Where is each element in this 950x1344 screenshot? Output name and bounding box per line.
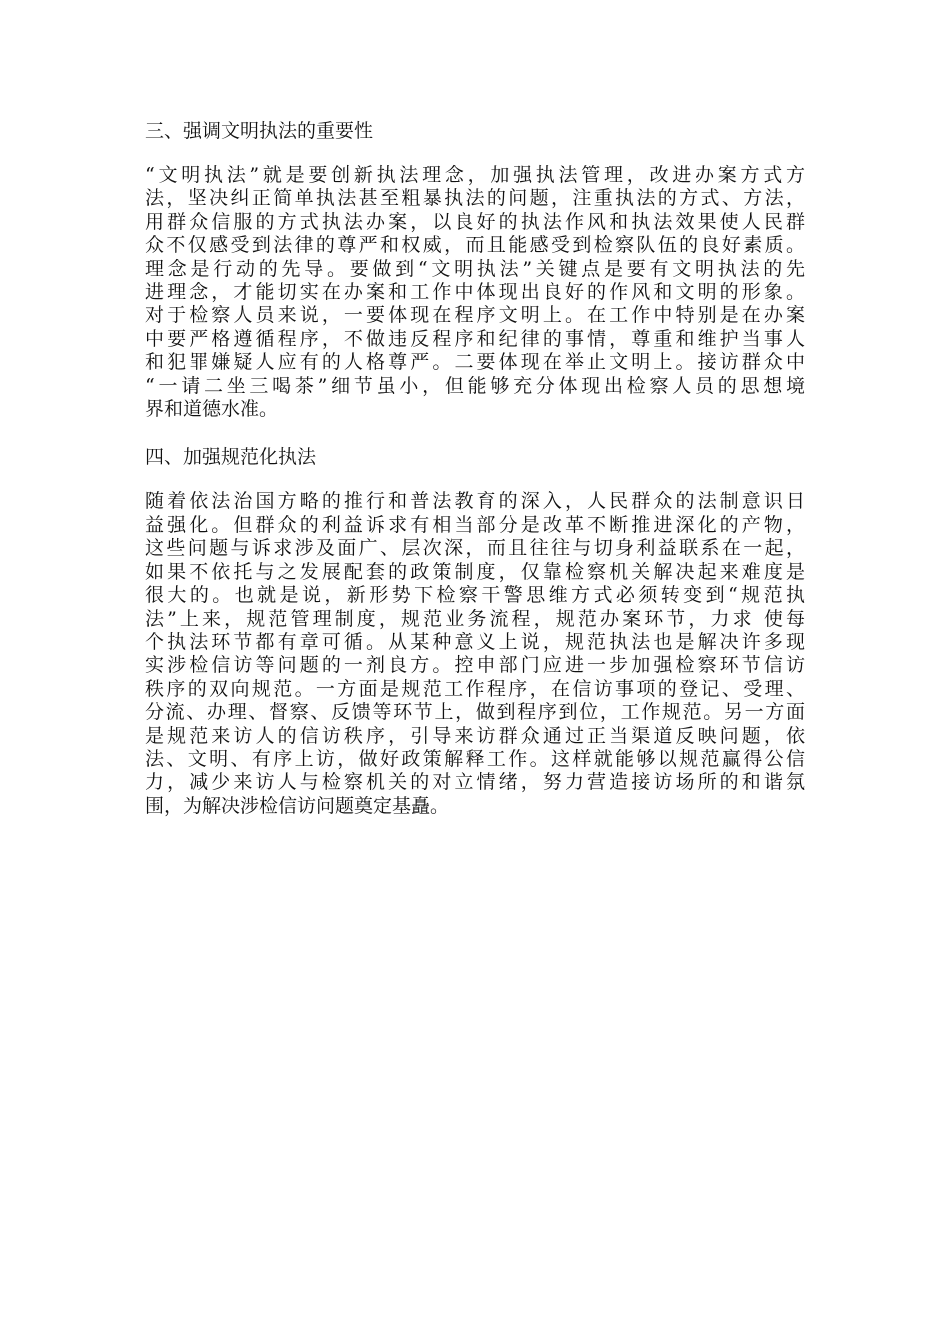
section-heading-civilized-enforcement: 三、强调文明执法的重要性 — [145, 120, 374, 142]
paragraph-line: “文明执法”就是要创新执法理念，加强执法管理，改进办案方式方 — [145, 164, 805, 186]
paragraph-line: 法、文明、有序上访，做好政策解释工作。这样就能够以规范赢得公信 — [145, 747, 805, 770]
paragraph-line: 进理念，才能切实在办案和工作中体现出良好的作风和文明的形象。 — [145, 281, 805, 304]
paragraph-line: 法”上来，规范管理制度，规范业务流程，规范办案环节，力求 使每 — [145, 607, 805, 630]
paragraph-line: 益强化。但群众的利益诉求有相当部分是改革不断推进深化的产物， — [145, 513, 805, 536]
paragraph-line: 个执法环节都有章可循。从某种意义上说，规范执法也是解决许多现 — [145, 630, 805, 653]
paragraph-line: 界和道德水准。 — [145, 398, 279, 421]
paragraph-line: 法，坚决纠正简单执法甚至粗暴执法的问题，注重执法的方式、方法， — [145, 187, 805, 210]
paragraph-line: 随着依法治国方略的推行和普法教育的深入，人民群众的法制意识日 — [145, 490, 805, 513]
paragraph-line: 这些问题与诉求涉及面广、层次深，而且往往与切身利益联系在一起， — [145, 537, 805, 560]
paragraph-line: 是规范来访人的信访秩序，引导来访群众通过正当渠道反映问题，依 — [145, 724, 805, 747]
paragraph-line: 分流、办理、督察、反馈等环节上，做到程序到位，工作规范。另一方面 — [145, 701, 805, 724]
paragraph-line: 用群众信服的方式执法办案，以良好的执法作风和执法效果使人民群 — [145, 210, 805, 233]
paragraph-line: 中要严格遵循程序，不做违反程序和纪律的事情，尊重和维护当事人 — [145, 327, 805, 350]
paragraph-line: 力，减少来访人与检察机关的对立情绪，努力营造接访场所的和谐氛 — [145, 771, 805, 794]
paragraph-line: 众不仅感受到法律的尊严和权威，而且能感受到检察队伍的良好素质。 — [145, 234, 805, 257]
paragraph-line: “一请二坐三喝茶”细节虽小，但能够充分体现出检察人员的思想境 — [145, 374, 805, 397]
paragraph-line: 如果不依托与之发展配套的政策制度，仅靠检察机关解决起来难度是 — [145, 560, 805, 583]
paragraph-line: 很大的。也就是说，新形势下检察干警思维方式必须转变到“规范执 — [145, 584, 805, 607]
paragraph-line: 对于检察人员来说，一要体现在程序文明上。在工作中特别是在办案 — [145, 304, 805, 327]
document-page — [145, 118, 805, 841]
paragraph-line: 实涉检信访等问题的一剂良方。控申部门应进一步加强检察环节信访 — [145, 654, 805, 677]
paragraph-line: 围，为解决涉检信访问题奠定基矗。 — [145, 794, 450, 817]
paragraph-line: 秩序的双向规范。一方面是规范工作程序，在信访事项的登记、受理、 — [145, 677, 805, 700]
paragraph-standardized-enforcement — [145, 490, 805, 818]
section-heading-standardized-enforcement: 四、加强规范化执法 — [145, 446, 317, 469]
paragraph-line: 和犯罪嫌疑人应有的人格尊严。二要体现在举止文明上。接访群众中 — [145, 351, 805, 374]
paragraph-civilized-enforcement — [145, 164, 805, 421]
paragraph-line: 理念是行动的先导。要做到“文明执法”关键点是要有文明执法的先 — [145, 257, 805, 280]
